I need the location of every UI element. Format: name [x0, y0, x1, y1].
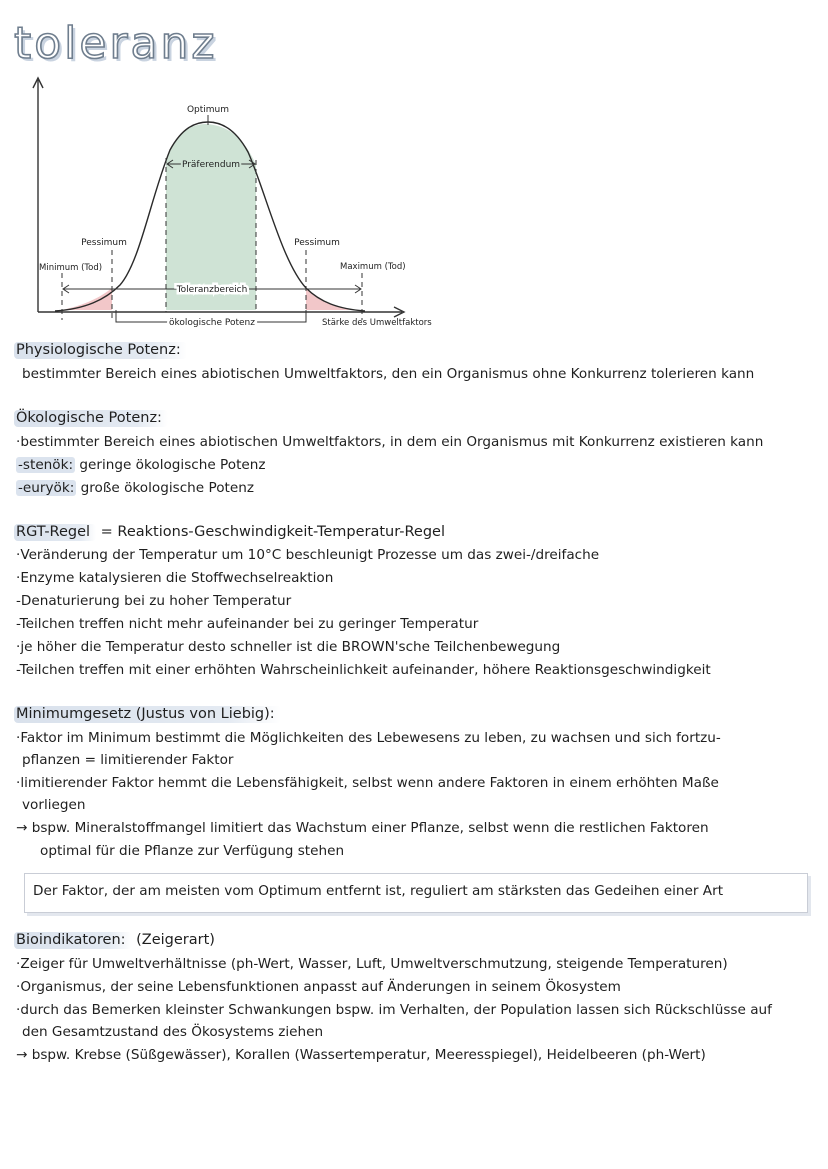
- pessimum-left-label: Pessimum: [81, 238, 127, 248]
- text-line: ·Enzyme katalysieren die Stoffwechselreaktion: [16, 570, 334, 586]
- text-line: ·Zeiger für Umweltverhältnisse (ph-Wert, Wasser, Luft, Umweltverschmutzung, steigende Temperaturen): [16, 956, 728, 972]
- text-line: → bspw. Krebse (Süßgewässer), Korallen (Wassertemperatur, Meeresspiegel), Heidelbeeren (ph-Wert): [16, 1047, 706, 1063]
- pessimum-area-right: [306, 288, 350, 310]
- praeferendum-label: Präferendum: [181, 160, 241, 170]
- text-line: ·Faktor im Minimum bestimmt die Möglichkeiten des Lebewesens zu leben, zu wachsen und sich fortzu-: [16, 730, 721, 746]
- stenoek-term: -stenök:: [18, 457, 74, 473]
- text-line: ·durch das Bemerken kleinster Schwankungen bspw. im Verhalten, der Population lassen sich Rückschlüsse auf: [16, 1002, 772, 1018]
- heading-rgt-regel: [14, 524, 445, 540]
- text-line: vorliegen: [22, 797, 86, 813]
- heading-physiologische-potenz: Physiologische Potenz:: [14, 342, 187, 359]
- text-line: ·je höher die Temperatur desto schneller ist die BROWN'sche Teilchenbewegung: [16, 639, 561, 655]
- euryoek-line: [16, 480, 254, 496]
- stenoek-line: [16, 457, 266, 473]
- euryoek-term: -euryök:: [18, 480, 75, 496]
- pessimum-right-label: Pessimum: [294, 238, 340, 248]
- page-title: toleranz: [14, 18, 218, 69]
- text-line: bestimmter Bereich eines abiotischen Umweltfaktors, den ein Organismus ohne Konkurrenz tolerieren kann: [22, 366, 755, 382]
- key-statement-box: [24, 873, 808, 913]
- x-axis-label: Stärke des Umweltfaktors: [322, 318, 432, 328]
- key-statement: Der Faktor, der am meisten vom Optimum entfernt ist, reguliert am stärksten das Gedeihen einer Art: [33, 883, 724, 899]
- text-line: ·limitierender Faktor hemmt die Lebensfähigkeit, selbst wenn andere Faktoren in einem erhöhten Maße: [16, 775, 719, 791]
- heading-minimumgesetz: Minimumgesetz (Justus von Liebig):: [14, 706, 281, 723]
- text-line: ·Veränderung der Temperatur um 10°C beschleunigt Prozesse um das zwei-/dreifache: [16, 547, 600, 563]
- text-line: -Teilchen treffen nicht mehr aufeinander bei zu geringer Temperatur: [16, 616, 479, 632]
- bioindikatoren-term: Bioindikatoren:: [14, 932, 132, 949]
- text-line: den Gesamtzustand des Ökosystems ziehen: [22, 1024, 324, 1040]
- rgt-regel-term: RGT-Regel: [14, 524, 96, 541]
- heading-oekologische-potenz: Ökologische Potenz:: [14, 410, 168, 427]
- optimum-label: Optimum: [186, 105, 230, 115]
- rgt-regel-definition: = Reaktions-Geschwindigkeit-Temperatur-Regel: [96, 524, 446, 540]
- praeferendum-area: [166, 124, 256, 310]
- heading-bioindikatoren: [14, 932, 215, 948]
- maximum-label: Maximum (Tod): [340, 262, 406, 272]
- text-line: ·bestimmter Bereich eines abiotischen Umweltfaktors, in dem ein Organismus mit Konkurrenz existieren kann: [16, 434, 764, 450]
- euryoek-text: große ökologische Potenz: [76, 480, 254, 496]
- pessimum-area-left: [62, 288, 112, 310]
- text-line: → bspw. Mineralstoffmangel limitiert das Wachstum einer Pflanze, selbst wenn die restlichen Faktoren: [16, 820, 709, 836]
- text-line: pflanzen = limitierender Faktor: [22, 752, 234, 768]
- text-line: -Denaturierung bei zu hoher Temperatur: [16, 593, 292, 609]
- toleranzbereich-label: Toleranzbereich: [176, 285, 248, 295]
- text-line: ·Organismus, der seine Lebensfunktionen anpasst auf Änderungen in seinem Ökosystem: [16, 979, 621, 995]
- tolerance-curve-diagram: [0, 0, 828, 340]
- stenoek-text: geringe ökologische Potenz: [75, 457, 266, 473]
- minimum-label: Minimum (Tod): [39, 263, 103, 273]
- text-line: optimal für die Pflanze zur Verfügung stehen: [40, 843, 345, 859]
- bioindikatoren-note: (Zeigerart): [131, 932, 215, 948]
- text-line: -Teilchen treffen mit einer erhöhten Wahrscheinlichkeit aufeinander, höhere Reaktionsgeschwindigkeit: [16, 662, 711, 678]
- oekologische-potenz-label: ökologische Potenz: [169, 318, 255, 328]
